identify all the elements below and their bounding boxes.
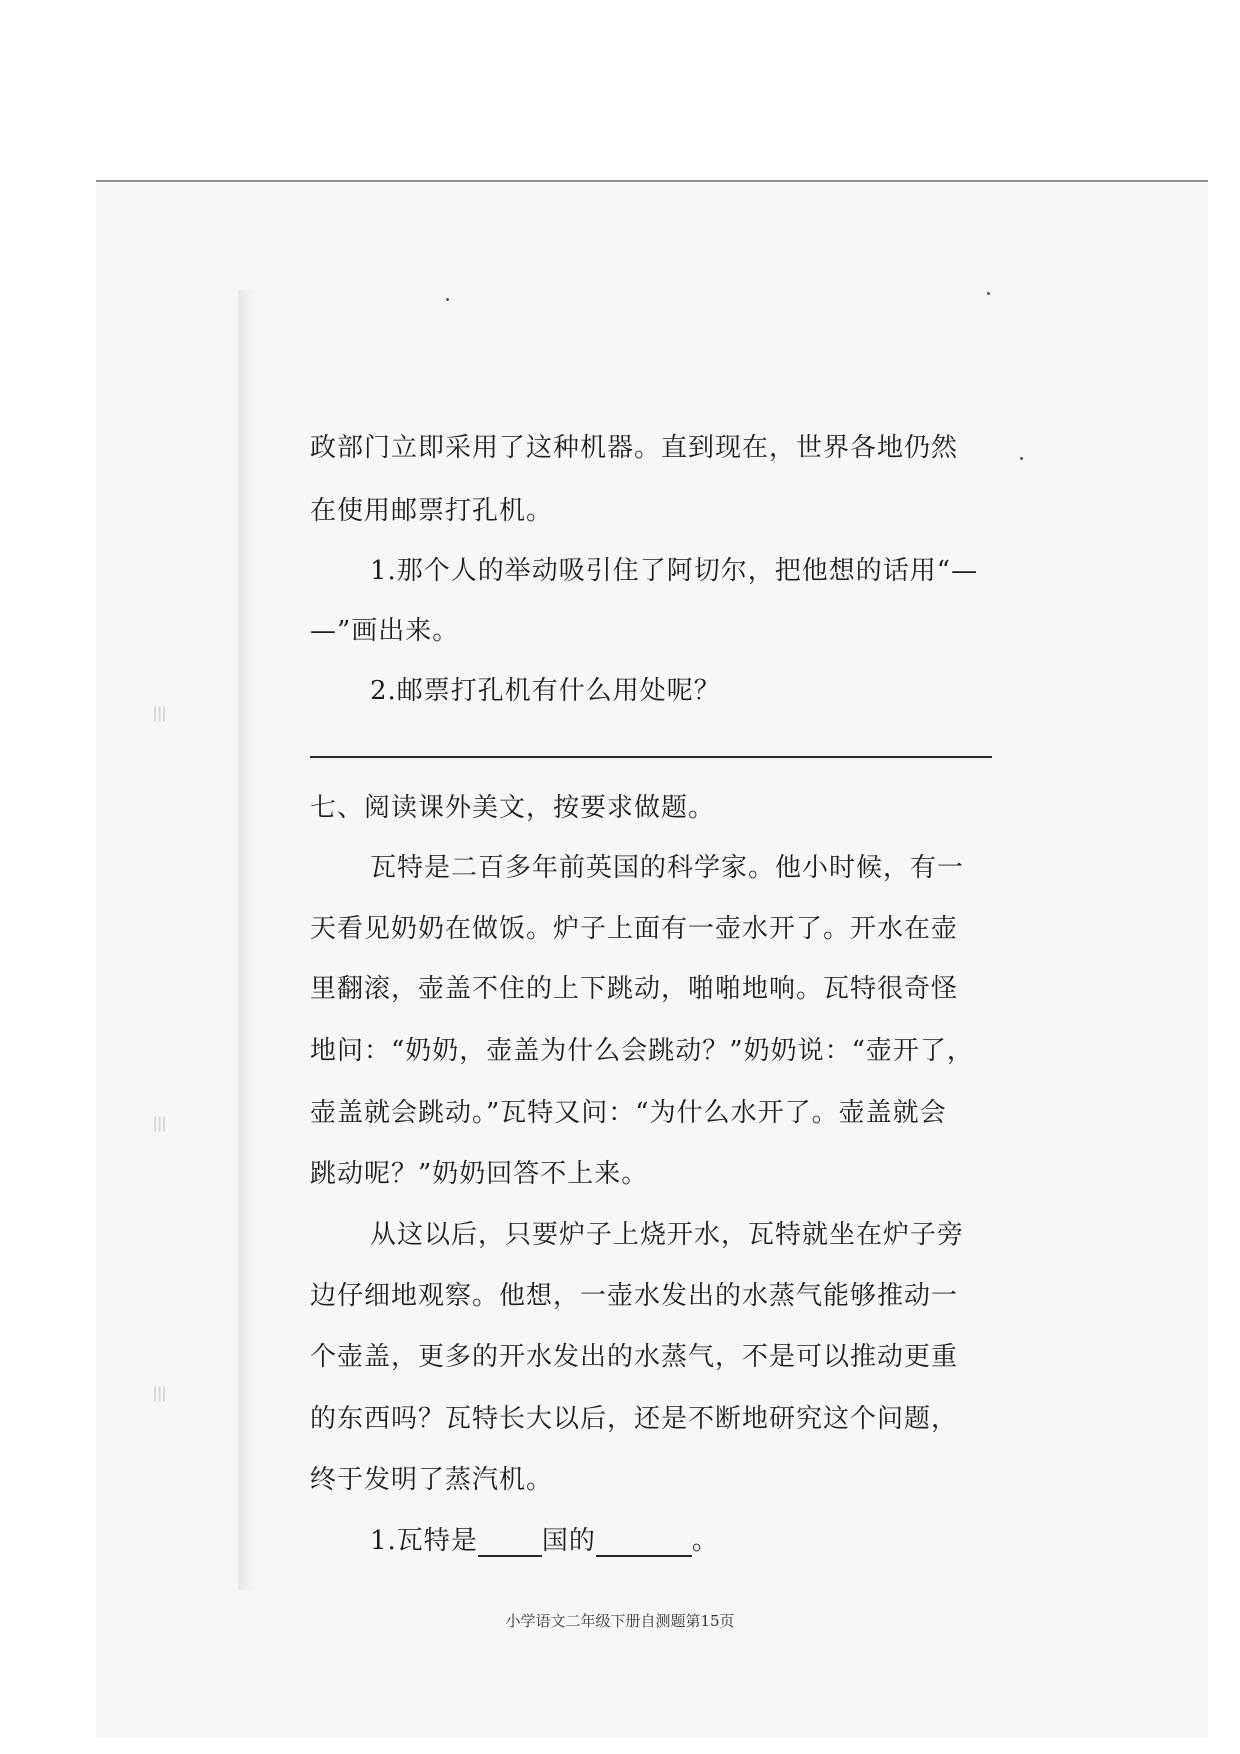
paragraph-line: 壶盖就会跳动。”瓦特又问：“为什么水开了。壶盖就会 xyxy=(310,1098,947,1128)
bleed-through-mark: ≡ xyxy=(146,703,175,725)
paragraph-line: 边仔细地观察。他想，一壶水发出的水蒸气能够推动一 xyxy=(310,1281,959,1311)
paragraph-line: 终于发明了蒸汽机。 xyxy=(310,1465,554,1495)
speck xyxy=(446,298,449,301)
passage-line: 政部门立即采用了这种机器。直到现在，世界各地仍然 xyxy=(310,433,959,463)
page-footer: 小学语文二年级下册自测题第15页 xyxy=(505,1612,735,1630)
paragraph-line: 瓦特是二百多年前英国的科学家。他小时候，有一 xyxy=(370,853,965,883)
paragraph-line: 天看见奶奶在做饭。炉子上面有一壶水开了。开水在壶 xyxy=(310,914,959,944)
answer-blank-occupation[interactable] xyxy=(596,1529,692,1557)
paragraph-line: 跳动呢？”奶奶回答不上来。 xyxy=(310,1159,649,1189)
question-prefix: 1.瓦特是 xyxy=(370,1526,478,1556)
paragraph-line: 地问：“奶奶，壶盖为什么会跳动？”奶奶说：“壶开了， xyxy=(310,1036,974,1066)
binding-margin xyxy=(238,290,258,1590)
question-1-line: 1.那个人的举动吸引住了阿切尔，把他想的话用“— xyxy=(370,556,979,586)
bleed-through-mark: ≡ xyxy=(146,1113,175,1135)
speck xyxy=(987,292,990,295)
paragraph-line: 从这以后，只要炉子上烧开水，瓦特就坐在炉子旁 xyxy=(370,1220,965,1250)
answer-line[interactable] xyxy=(310,756,992,758)
answer-blank-country[interactable] xyxy=(478,1529,542,1557)
question-fill-in xyxy=(370,1520,719,1557)
speck xyxy=(1020,457,1023,460)
question-suffix: 。 xyxy=(691,1526,719,1556)
question-1-line: —”画出来。 xyxy=(310,616,460,646)
question-middle: 国的 xyxy=(541,1526,596,1556)
question-2: 2.邮票打孔机有什么用处呢？ xyxy=(370,676,721,706)
passage-line: 在使用邮票打孔机。 xyxy=(310,496,554,526)
scan-background xyxy=(96,182,1208,1737)
bleed-through-mark: ≡ xyxy=(146,1383,175,1405)
section-heading: 七、阅读课外美文，按要求做题。 xyxy=(310,793,716,823)
paragraph-line: 的东西吗？瓦特长大以后，还是不断地研究这个问题， xyxy=(310,1404,959,1434)
paragraph-line: 个壶盖，更多的开水发出的水蒸气，不是可以推动更重 xyxy=(310,1342,959,1372)
paragraph-line: 里翻滚，壶盖不住的上下跳动，啪啪地响。瓦特很奇怪 xyxy=(310,974,959,1004)
